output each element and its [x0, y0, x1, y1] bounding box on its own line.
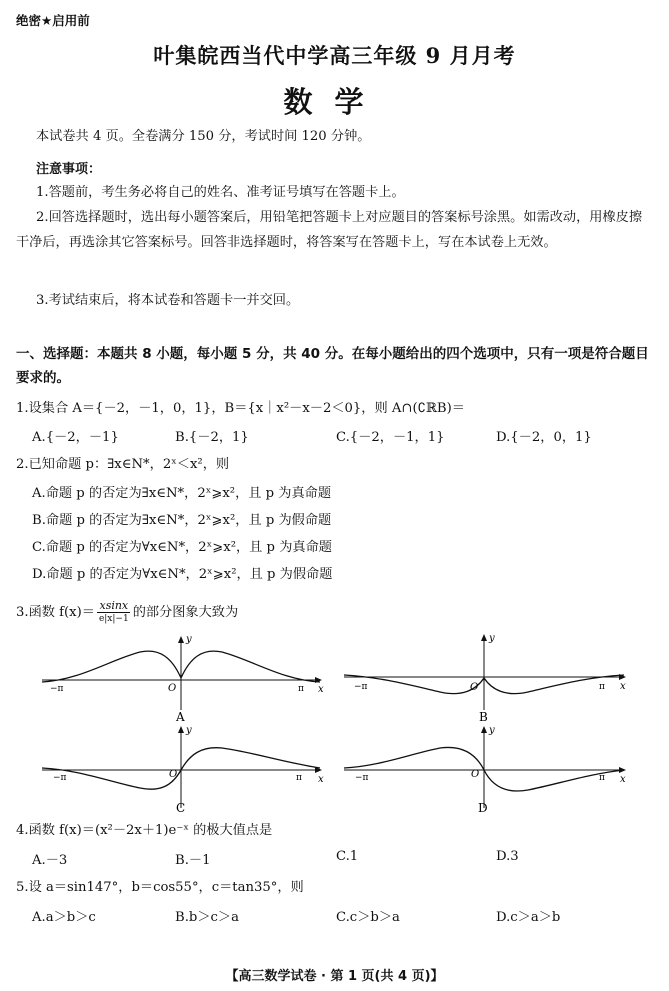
- notice-1: 1.答题前，考生务必将自己的姓名、准考证号填写在答题卡上。: [36, 185, 405, 200]
- graph-a-x-label: x: [318, 684, 324, 695]
- q3-denominator: e|x|−1: [98, 614, 129, 624]
- q3-stem-suffix: 的部分图象大致为: [132, 604, 239, 620]
- q5-option-a: A.a＞b＞c: [32, 910, 96, 925]
- intro-line: 本试卷共 4 页。全卷满分 150 分，考试时间 120 分钟。: [36, 129, 371, 144]
- notice-title: 注意事项：: [36, 162, 102, 177]
- graph-a-label: A: [176, 710, 185, 724]
- graph-c-label: C: [176, 801, 186, 815]
- q4-option-a: A.－3: [32, 853, 68, 868]
- graph-a-pos-pi: π: [298, 684, 304, 694]
- q2-option-d: D.命题 p 的否定为∀x∈N*，2ˣ⩾x²，且 p 为假命题: [32, 567, 333, 582]
- graph-b-pos-pi: π: [599, 682, 605, 692]
- graph-d-neg-pi: −π: [355, 773, 369, 783]
- graph-d-label: D: [478, 801, 488, 815]
- q3-graphs: [0, 630, 669, 830]
- graph-b-x-label: x: [620, 681, 626, 692]
- q4-stem: 4.函数 f(x)＝(x²－2x＋1)e⁻ˣ 的极大值点是: [16, 823, 273, 838]
- graph-d-pos-pi: π: [599, 773, 605, 783]
- q2-option-a: A.命题 p 的否定为∃x∈N*，2ˣ⩾x²，且 p 为真命题: [32, 486, 332, 501]
- q5-option-d: D.c＞a＞b: [496, 910, 561, 925]
- graph-c-neg-pi: −π: [53, 773, 67, 783]
- subject-title: 数学: [283, 85, 386, 119]
- graph-c-x-label: x: [318, 774, 324, 785]
- graph-c-origin: O: [169, 769, 178, 780]
- graph-a: [42, 634, 324, 724]
- q4-option-d: D.3: [496, 849, 519, 864]
- graph-b-y-label: y: [489, 633, 495, 644]
- confidential-mark: 绝密★启用前: [16, 13, 90, 28]
- graph-d-origin: O: [471, 769, 480, 780]
- graph-b: [344, 633, 626, 724]
- graph-b-label: B: [479, 710, 488, 724]
- q2-option-b: B.命题 p 的否定为∃x∈N*，2ˣ⩾x²，且 p 为假命题: [32, 513, 332, 528]
- q1-option-c: C.{－2，－1，1}: [336, 430, 445, 445]
- graph-a-y-label: y: [186, 634, 192, 645]
- section-heading: 一、选择题：本题共 8 小题，每小题 5 分，共 40 分。在每小题给出的四个选项中，只有一项是符合题目要求的。: [16, 346, 649, 386]
- q4-option-c: C.1: [336, 849, 359, 864]
- q5-option-b: B.b＞c＞a: [175, 910, 239, 925]
- q3-stem: [16, 600, 238, 625]
- graph-d-x-label: x: [620, 774, 626, 785]
- page-footer: 【高三数学试卷 · 第 1 页(共 4 页)】: [225, 969, 444, 984]
- graph-d-y-label: y: [489, 725, 495, 736]
- graph-c: [42, 725, 324, 815]
- q3-numerator: xsinx: [99, 599, 129, 612]
- graph-b-origin: O: [470, 682, 479, 693]
- q1-option-b: B.{－2，1}: [175, 430, 249, 445]
- graph-a-neg-pi: −π: [50, 684, 64, 694]
- q3-stem-prefix: 3.函数 f(x)＝: [16, 604, 95, 620]
- graph-b-neg-pi: −π: [354, 682, 368, 692]
- q1-stem: 1.设集合 A＝{－2，－1，0，1}，B＝{x｜x²－x－2＜0}，则 A∩(∁ℝB)＝: [16, 401, 465, 416]
- q5-option-c: C.c＞b＞a: [336, 910, 400, 925]
- q3-fraction: [97, 600, 131, 625]
- q5-stem: 5.设 a＝sin147°，b＝cos55°，c＝tan35°，则: [16, 880, 304, 895]
- notice-2: 2.回答选择题时，选出每小题答案后，用铅笔把答题卡上对应题目的答案标号涂黑。如需改动，用橡皮擦干净后，再选涂其它答案标号。回答非选择题时，将答案写在答题卡上，写在本试卷上无效。: [16, 210, 643, 250]
- q2-option-c: C.命题 p 的否定为∀x∈N*，2ˣ⩾x²，且 p 为真命题: [32, 540, 332, 555]
- notice-3: 3.考试结束后，将本试卷和答题卡一并交回。: [36, 293, 300, 308]
- exam-title: 叶集皖西当代中学高三年级 9 月月考: [153, 43, 516, 68]
- graph-d: [344, 725, 626, 815]
- q1-option-a: A.{－2，－1}: [32, 430, 119, 445]
- q4-option-b: B.－1: [175, 853, 211, 868]
- q2-stem: 2.已知命题 p：∃x∈N*，2ˣ＜x²，则: [16, 457, 230, 472]
- q1-option-d: D.{－2，0，1}: [496, 430, 592, 445]
- graph-c-y-label: y: [186, 725, 192, 736]
- graph-a-origin: O: [168, 683, 177, 694]
- graph-c-pos-pi: π: [296, 773, 302, 783]
